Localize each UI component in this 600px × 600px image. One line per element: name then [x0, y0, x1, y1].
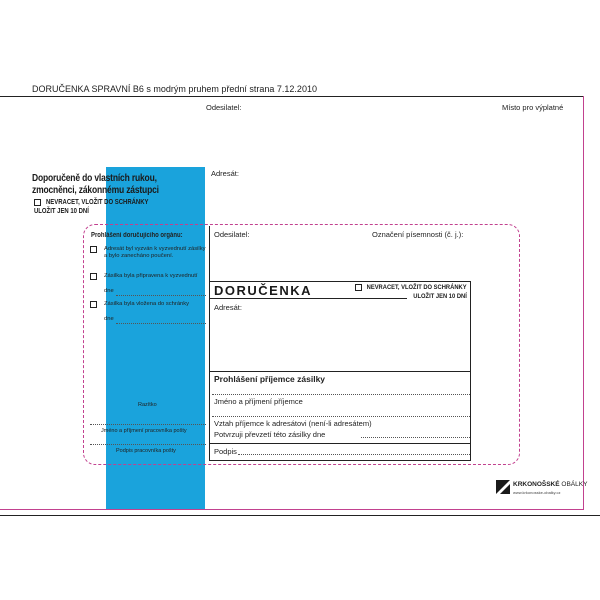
organ-item-2-date-line	[116, 295, 206, 296]
receipt-addressee-label: Adresát:	[214, 303, 242, 312]
worker-signature-label: Podpis pracovníka pošty	[116, 448, 176, 454]
nevracet-checkbox[interactable]	[34, 199, 41, 206]
confirm-date-label: Potvrzuji převzetí této zásilky dne	[214, 430, 326, 439]
recipient-name-label: Jméno a příjmení příjemce	[214, 397, 303, 406]
organ-item-2-line2: dne	[104, 288, 114, 294]
organ-item-1-line1: Adresát byl vyzván k vyzvednutí zásilky	[104, 246, 206, 252]
logo-url: www.krkonosske-obalky.cz	[513, 490, 561, 495]
recipient-declaration-title: Prohlášení příjemce zásilky	[214, 374, 326, 384]
receipt-bottom-rule	[209, 460, 471, 461]
organ-item-2-checkbox[interactable]	[90, 273, 97, 280]
title-bottom-rule	[209, 298, 407, 299]
envelope-addressee-label: Adresát:	[211, 169, 239, 178]
organ-item-1-checkbox[interactable]	[90, 246, 97, 253]
organ-item-1-line2: a bylo zanecháno poučení.	[104, 253, 174, 259]
receipt-nevracet-checkbox[interactable]	[355, 284, 362, 291]
ulozit-label: ULOŽIT JEN 10 DNÍ	[34, 208, 89, 215]
worker-name-label: Jméno a příjmení pracovníka pošty	[101, 428, 187, 434]
title-top-rule	[209, 281, 471, 282]
recipient-name-line	[212, 394, 470, 395]
document-number-label: Označení písemnosti (č. j.):	[372, 230, 464, 239]
stamp-label: Razítko	[138, 402, 157, 408]
bottom-rule	[0, 515, 600, 516]
receipt-left-border	[209, 226, 210, 461]
receipt-sender-label: Odesilatel:	[214, 230, 250, 239]
organ-item-2-line1: Zásilka byla připravena k vyzvednutí	[104, 273, 198, 279]
organ-item-3-line2: dne	[104, 316, 114, 322]
delivery-heading-line-2: zmocněnci, zákonnému zástupci	[32, 185, 159, 196]
relation-line	[212, 416, 470, 417]
signature-label: Podpis	[214, 447, 237, 456]
organ-item-3-date-line	[116, 323, 206, 324]
delivery-heading-line-1: Doporučeně do vlastních rukou,	[32, 173, 157, 184]
receipt-ulozit-label: ULOŽIT JEN 10 DNÍ	[413, 293, 467, 300]
postage-place-label: Místo pro výplatné	[502, 103, 564, 112]
organ-item-3-checkbox[interactable]	[90, 301, 97, 308]
logo-brand: KRKONOŠSKÉ OBÁLKY	[513, 481, 588, 488]
receipt-title: DORUČENKA	[214, 283, 312, 298]
organ-item-3-line1: Zásilka byla vložena do schránky	[104, 301, 190, 307]
declaration-top-rule	[209, 371, 471, 372]
signature-top-rule	[209, 443, 471, 444]
nevracet-label: NEVRACET, VLOŽIT DO SCHRÁNKY	[46, 199, 149, 206]
krkonosske-logo-icon	[496, 480, 510, 494]
envelope-sender-label: Odesilatel:	[206, 103, 242, 112]
worker-signature-line	[90, 444, 206, 445]
organ-declaration-title: Prohlášení doručujícího orgánu:	[91, 232, 183, 239]
document-title: DORUČENKA SPRAVNÍ B6 s modrým pruhem přední strana 7.12.2010	[32, 84, 317, 94]
confirm-date-line	[361, 437, 470, 438]
receipt-nevracet-label: NEVRACET, VLOŽIT DO SCHRÁNKY	[367, 284, 467, 291]
signature-line	[238, 454, 470, 455]
worker-name-line	[90, 424, 206, 425]
relation-label: Vztah příjemce k adresátovi (není-li adresátem)	[214, 419, 372, 428]
